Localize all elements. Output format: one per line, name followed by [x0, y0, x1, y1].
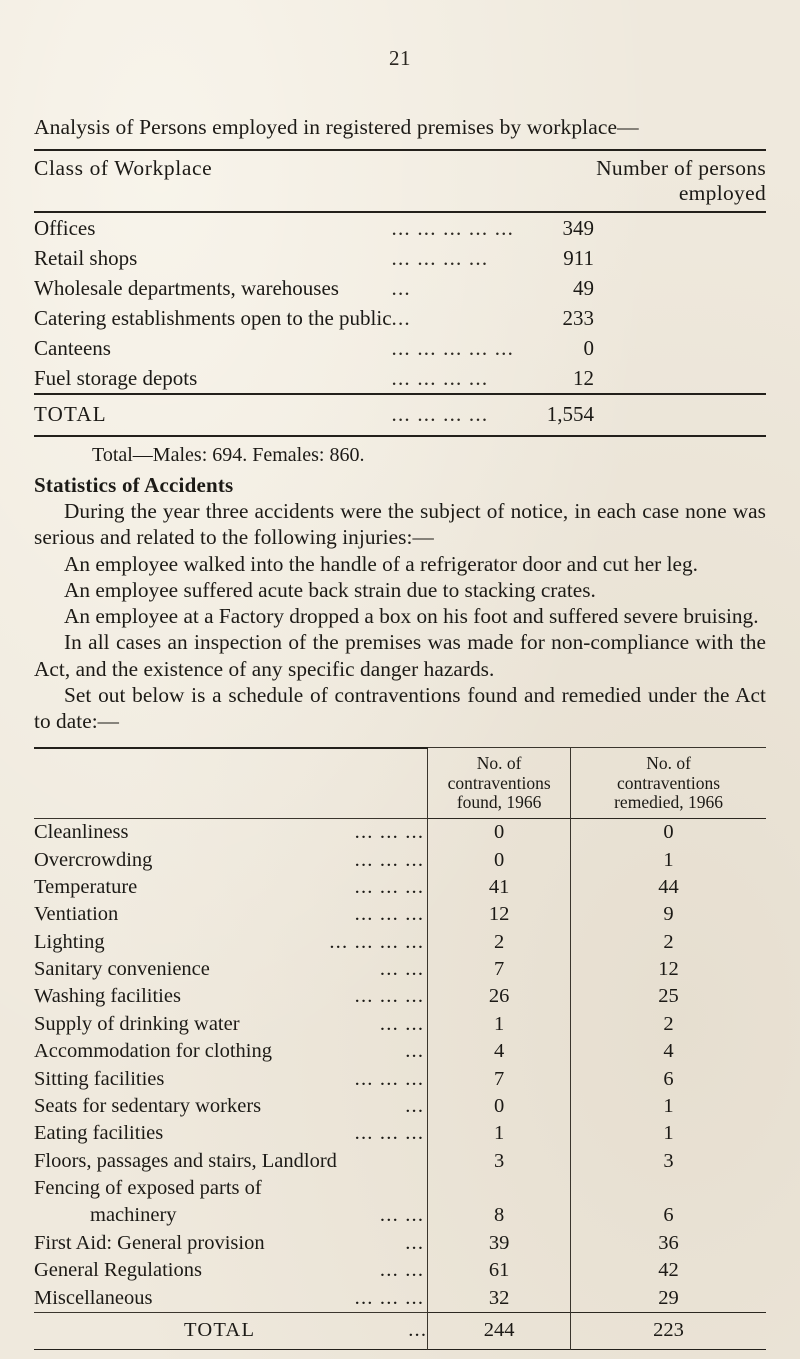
- leader-dots: ... ...: [379, 1259, 425, 1282]
- workplace-label: Fuel storage depots: [34, 365, 198, 390]
- contravention-found: 0: [428, 819, 571, 846]
- contravention-found: 26: [428, 983, 571, 1010]
- workplace-label: Catering establishments open to the public: [34, 305, 392, 330]
- table-row: [34, 363, 766, 394]
- contraventions-header-remedied: [571, 748, 766, 819]
- leader-dots: ... ...: [379, 1204, 425, 1227]
- contravention-label: Fencing of exposed parts of: [34, 1177, 262, 1200]
- contravention-found: 41: [428, 874, 571, 901]
- workplace-value: 349: [562, 215, 594, 240]
- contravention-found: 4: [428, 1038, 571, 1065]
- workplace-value: 49: [573, 275, 594, 300]
- contravention-remedied: 4: [571, 1038, 766, 1065]
- table-row: [34, 1202, 766, 1229]
- contravention-found: 8: [428, 1202, 571, 1229]
- contravention-remedied: 9: [571, 901, 766, 928]
- leader-dots: ...: [408, 1318, 428, 1341]
- contravention-found: 7: [428, 1065, 571, 1092]
- contravention-label: Floors, passages and stairs, Landlord: [34, 1149, 337, 1172]
- table-row: [34, 1011, 766, 1038]
- table-row: [34, 1284, 766, 1312]
- leader-dots: ... ... ...: [354, 875, 425, 898]
- contravention-remedied: 2: [571, 1011, 766, 1038]
- contravention-label: First Aid: General provision: [34, 1231, 265, 1254]
- accident-item: An employee at a Factory dropped a box on his foot and suffered severe bruising.: [64, 604, 759, 629]
- table-row: [34, 956, 766, 983]
- workplace-value: 911: [563, 245, 594, 270]
- contraventions-table: [34, 747, 766, 1350]
- contraventions-bottom-rule: [34, 1349, 766, 1350]
- contravention-label-cell: [34, 1038, 428, 1065]
- section-heading-accidents: Statistics of Accidents: [34, 473, 234, 497]
- contravention-label-cell: [34, 1065, 428, 1092]
- contravention-label-cell: [34, 874, 428, 901]
- table-row: [34, 1120, 766, 1147]
- contravention-remedied: 1: [571, 1120, 766, 1147]
- contravention-label: Miscellaneous: [34, 1286, 153, 1309]
- accident-item: An employee walked into the handle of a refrigerator door and cut her leg.: [64, 551, 698, 576]
- contravention-label: Overcrowding: [34, 848, 153, 871]
- contravention-label-cell: [34, 1120, 428, 1147]
- header-found-line2: contraventions: [447, 772, 551, 793]
- leader-dots: ...: [391, 275, 411, 300]
- table-row: [34, 1065, 766, 1092]
- contravention-label: Cleanliness: [34, 821, 129, 844]
- table-row: [34, 846, 766, 873]
- contravention-label-cell: [34, 1147, 428, 1174]
- table-row: [34, 983, 766, 1010]
- workplace-label: Offices: [34, 215, 96, 240]
- page-number: 21: [389, 46, 411, 70]
- contraventions-total-label: TOTAL: [184, 1318, 256, 1341]
- contravention-label-cell: [34, 1284, 428, 1312]
- contravention-label-cell: [34, 1093, 428, 1120]
- contraventions-total-row: [34, 1312, 766, 1349]
- contravention-label-cell: [34, 1257, 428, 1284]
- contraventions-header-row: [34, 748, 766, 819]
- leader-dots: ... ... ...: [354, 1122, 425, 1145]
- accidents-inspection-paragraph: In all cases an inspection of the premises was made for non-compliance with the Act, and the existence of any specific danger hazards.: [34, 630, 766, 681]
- contravention-label-cell: [34, 819, 428, 846]
- table-row: [34, 1257, 766, 1284]
- contravention-label: Temperature: [34, 875, 138, 898]
- table-row: [34, 243, 766, 273]
- contravention-found: 3: [428, 1147, 571, 1174]
- workplace-value: 12: [573, 365, 594, 390]
- contravention-label: Ventiation: [34, 903, 119, 926]
- table-row: [34, 874, 766, 901]
- contraventions-total-label-cell: [34, 1312, 428, 1349]
- leader-dots: ... ... ... ... ...: [391, 335, 515, 360]
- table-row: [34, 303, 766, 333]
- contravention-label: Sitting facilities: [34, 1067, 165, 1090]
- workplace-label: Wholesale departments, warehouses: [34, 275, 339, 300]
- contravention-found: 0: [428, 1093, 571, 1120]
- accident-item: An employee suffered acute back strain due to stacking crates.: [64, 577, 596, 602]
- contravention-remedied: 36: [571, 1230, 766, 1257]
- contravention-remedied: 3: [571, 1147, 766, 1174]
- table-row: [34, 1038, 766, 1065]
- workplace-label: Retail shops: [34, 245, 138, 270]
- table-row: [34, 212, 766, 243]
- header-remedied-line2: contraventions: [617, 772, 721, 793]
- leader-dots: ...: [405, 1231, 425, 1254]
- leader-dots: ... ... ...: [354, 903, 425, 926]
- leader-dots: ... ...: [379, 1012, 425, 1035]
- contravention-remedied: 6: [571, 1065, 766, 1092]
- contravention-label-cell: [34, 928, 428, 955]
- accidents-schedule-paragraph: Set out below is a schedule of contraventions found and remedied under the Act to date:—: [34, 683, 766, 734]
- contravention-remedied: 44: [571, 874, 766, 901]
- table-row: [34, 1147, 766, 1174]
- contraventions-total-remedied: 223: [571, 1312, 766, 1349]
- contravention-label-cell: [34, 1011, 428, 1038]
- contravention-remedied: 1: [571, 1093, 766, 1120]
- leader-dots: ... ... ...: [354, 1067, 425, 1090]
- contravention-label: Seats for sedentary workers: [34, 1094, 262, 1117]
- contravention-remedied: 1: [571, 846, 766, 873]
- contravention-label-cell: [34, 1202, 428, 1229]
- leader-dots: ... ... ... ... ...: [391, 215, 515, 240]
- leader-dots: ...: [405, 1094, 425, 1117]
- contravention-found: 1: [428, 1120, 571, 1147]
- contravention-remedied: 6: [571, 1202, 766, 1229]
- workplace-col-header-number: Number of persons employed: [514, 150, 766, 212]
- table-row: [34, 1230, 766, 1257]
- workplace-table-header-row: [34, 150, 766, 212]
- page-content: [34, 0, 766, 1350]
- contravention-remedied: 42: [571, 1257, 766, 1284]
- contravention-label-cell: [34, 956, 428, 983]
- contravention-found: 32: [428, 1284, 571, 1312]
- contravention-found: 39: [428, 1230, 571, 1257]
- contravention-label: Washing facilities: [34, 985, 181, 1008]
- contravention-label-cell: [34, 1230, 428, 1257]
- contravention-label-cell: [34, 1175, 428, 1202]
- contravention-found: [428, 1175, 571, 1202]
- workplace-col-header-class: Class of Workplace: [34, 150, 514, 212]
- table-row: [34, 1175, 766, 1202]
- leader-dots: ... ... ...: [354, 985, 425, 1008]
- workplace-total-label: TOTAL: [34, 402, 107, 426]
- contravention-remedied: 0: [571, 819, 766, 846]
- page-title: Analysis of Persons employed in registered premises by workplace—: [34, 115, 639, 139]
- contravention-label: Lighting: [34, 930, 105, 953]
- workplace-total-row: [34, 394, 766, 436]
- contravention-found: 1: [428, 1011, 571, 1038]
- leader-dots: ... ... ... ...: [329, 930, 425, 953]
- leader-dots: ...: [405, 1040, 425, 1063]
- contravention-found: 12: [428, 901, 571, 928]
- header-remedied-line3: remedied, 1966: [614, 792, 723, 813]
- workplace-table: [34, 149, 766, 437]
- header-remedied-line1: No. of: [646, 753, 691, 774]
- contravention-label-cell: [34, 983, 428, 1010]
- leader-dots: ... ... ...: [354, 848, 425, 871]
- accidents-intro-paragraph: During the year three accidents were the subject of notice, in each case none was serious and related to the following injuries:—: [34, 499, 766, 550]
- contraventions-total-found: 244: [428, 1312, 571, 1349]
- contravention-label: General Regulations: [34, 1259, 202, 1282]
- contravention-found: 0: [428, 846, 571, 873]
- contravention-remedied: 25: [571, 983, 766, 1010]
- leader-dots: ... ... ...: [354, 821, 425, 844]
- contravention-remedied: 12: [571, 956, 766, 983]
- contravention-label-cell: [34, 846, 428, 873]
- leader-dots: ... ... ... ...: [391, 245, 489, 270]
- contravention-remedied: 2: [571, 928, 766, 955]
- leader-dots: ... ... ... ...: [391, 402, 489, 426]
- table-row: [34, 1093, 766, 1120]
- workplace-value: 233: [562, 305, 594, 330]
- contraventions-header-found: [428, 748, 571, 819]
- contravention-label: Eating facilities: [34, 1122, 164, 1145]
- table-row: [34, 273, 766, 303]
- workplace-total-value: 1,554: [546, 402, 594, 426]
- contravention-label: Supply of drinking water: [34, 1012, 240, 1035]
- leader-dots: ... ... ...: [354, 1286, 425, 1309]
- table-row: [34, 928, 766, 955]
- table-row: [34, 819, 766, 846]
- workplace-label: Canteens: [34, 335, 111, 360]
- leader-dots: ...: [391, 305, 411, 330]
- header-found-line3: found, 1966: [456, 792, 542, 813]
- contravention-label: Sanitary convenience: [34, 958, 210, 981]
- contravention-found: 61: [428, 1257, 571, 1284]
- contravention-found: 7: [428, 956, 571, 983]
- leader-dots: ... ... ... ...: [391, 365, 489, 390]
- table-row: [34, 901, 766, 928]
- contravention-remedied: 29: [571, 1284, 766, 1312]
- contravention-label-cell: [34, 901, 428, 928]
- workplace-value: 0: [583, 335, 594, 360]
- table-row: [34, 333, 766, 363]
- leader-dots: ... ...: [379, 958, 425, 981]
- contravention-label: machinery: [90, 1204, 177, 1227]
- header-found-line1: No. of: [476, 753, 522, 774]
- contravention-label: Accommodation for clothing: [34, 1040, 272, 1063]
- contraventions-header-blank: [34, 748, 428, 819]
- contravention-remedied: [571, 1175, 766, 1202]
- workplace-sex-breakdown: Total—Males: 694. Females: 860.: [92, 444, 365, 466]
- contravention-found: 2: [428, 928, 571, 955]
